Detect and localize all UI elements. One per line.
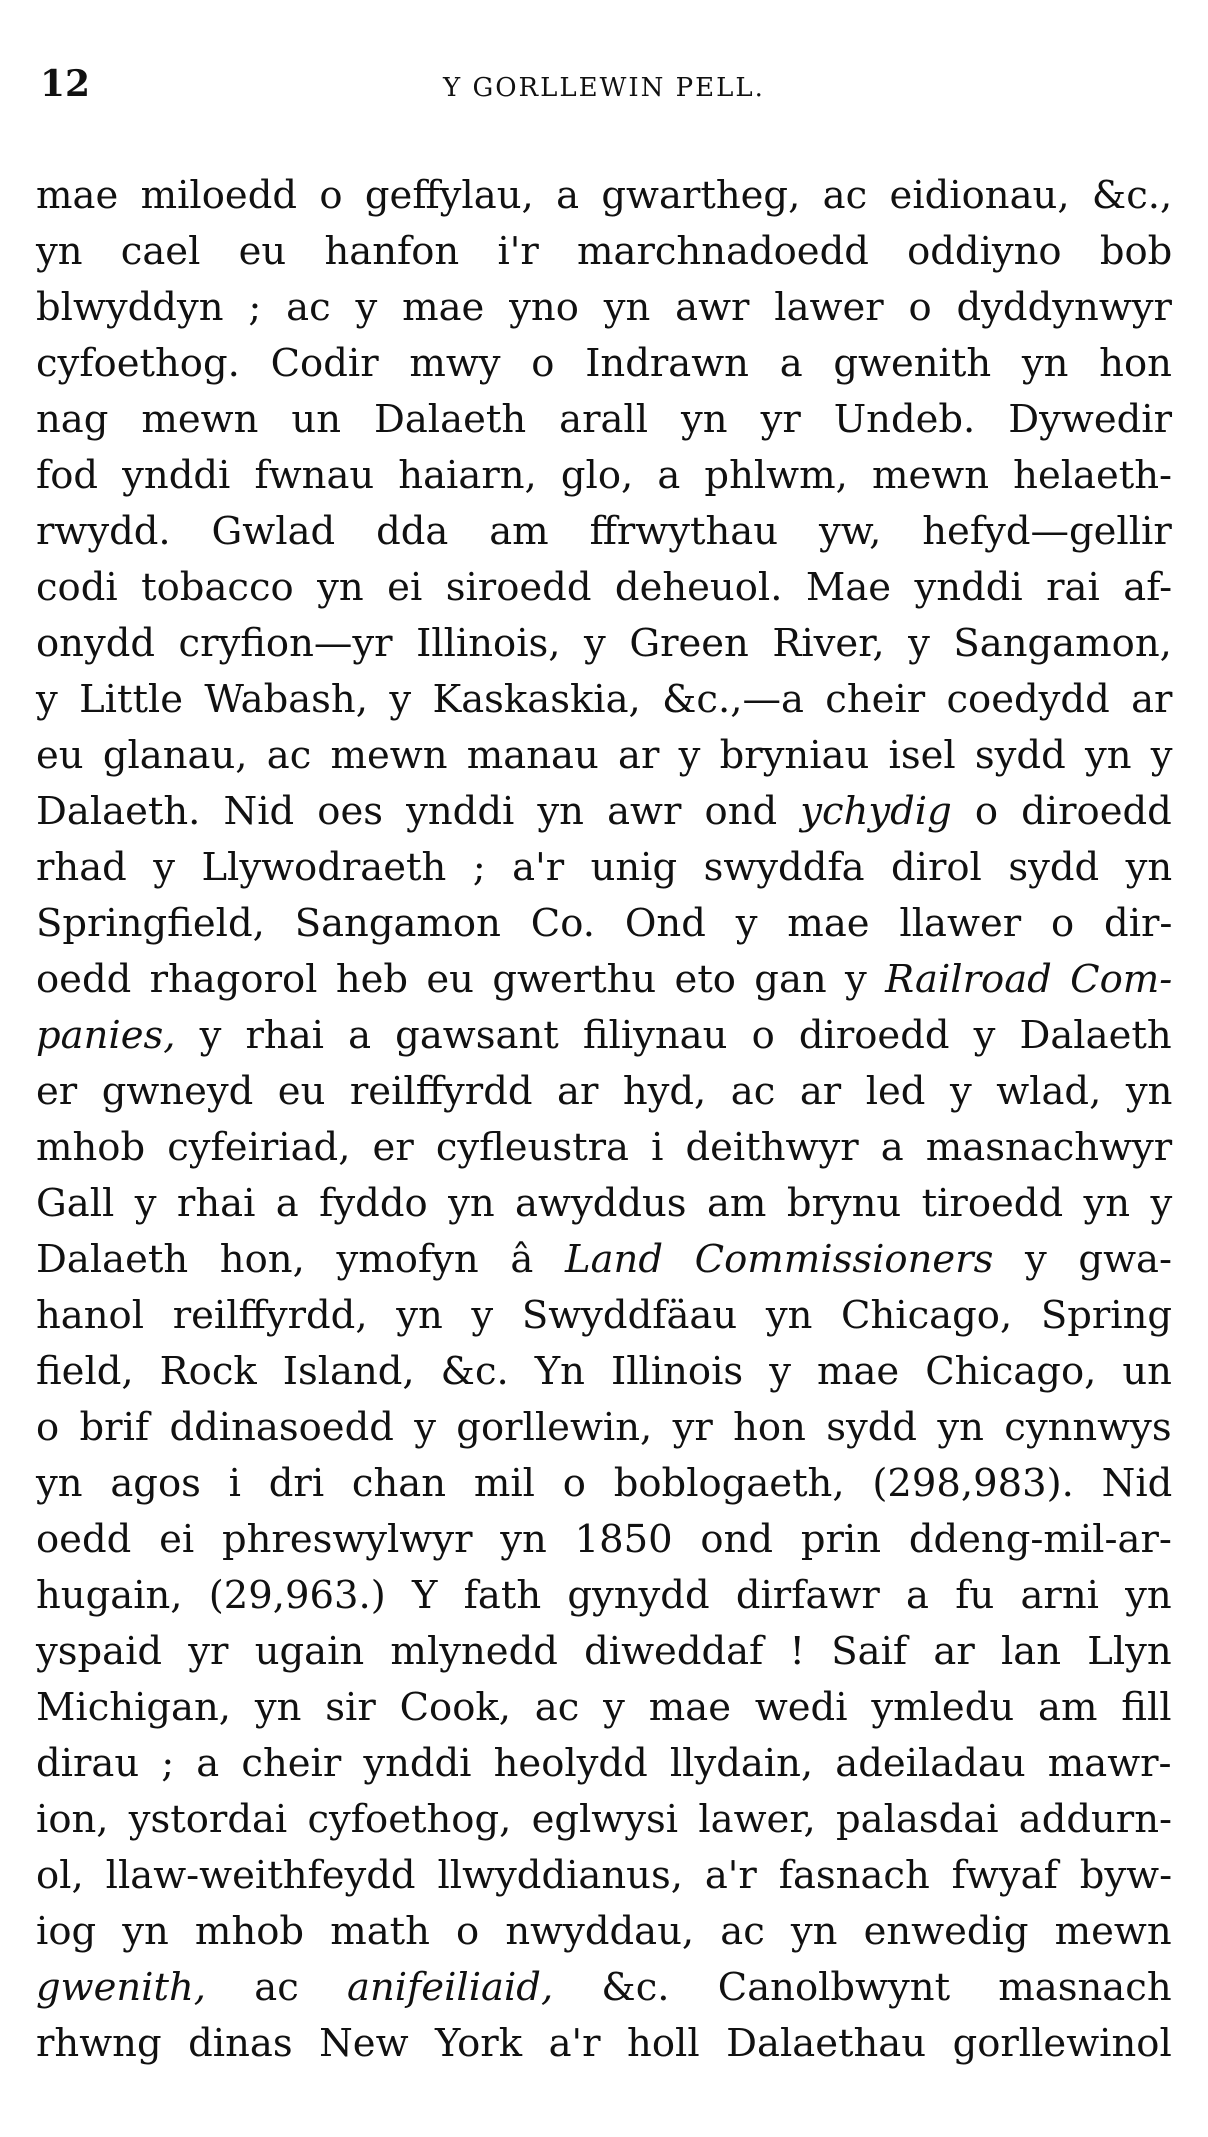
text-segment: hanol reilffyrdd, yn y Swyddfäau yn Chicago, Spring — [36, 1293, 1173, 1338]
text-line — [36, 1512, 1172, 1568]
text-segment: y Little Wabash, y Kaskaskia, &c.,—a cheir coedydd ar — [36, 677, 1173, 722]
body-paragraph — [36, 168, 1172, 2072]
text-line — [36, 616, 1172, 672]
text-line — [36, 2016, 1172, 2072]
text-segment: onydd cryfion—yr Illinois, y Green River, y Sangamon, — [36, 621, 1172, 666]
italic-text: ychydig — [800, 789, 952, 834]
text-line — [36, 1904, 1172, 1960]
text-line — [36, 168, 1172, 224]
text-line — [36, 1120, 1172, 1176]
text-segment: ol, llaw-weithfeydd llwyddianus, a'r fasnach fwyaf byw- — [36, 1853, 1173, 1898]
text-line — [36, 1680, 1172, 1736]
text-segment: rhad y Llywodraeth ; a'r unig swyddfa dirol sydd yn — [36, 845, 1173, 890]
text-segment: cyfoethog. Codir mwy o Indrawn a gwenith yn hon — [36, 341, 1172, 386]
text-segment: Springfield, Sangamon Co. Ond y mae llawer o dir- — [36, 901, 1173, 946]
italic-text: panies, — [36, 1013, 176, 1058]
text-line — [36, 560, 1172, 616]
text-segment: y gwa- — [993, 1237, 1172, 1282]
text-segment: ac — [206, 1965, 347, 2010]
text-segment: ion, ystordai cyfoethog, eglwysi lawer, palasdai addurn- — [36, 1797, 1173, 1842]
text-line — [36, 840, 1172, 896]
text-line — [36, 392, 1172, 448]
italic-text: Railroad Com- — [885, 957, 1173, 1002]
text-line — [36, 1568, 1172, 1624]
running-title: Y GORLLEWIN PELL. — [443, 73, 765, 103]
text-line — [36, 448, 1172, 504]
text-segment: eu glanau, ac mewn manau ar y bryniau isel sydd yn y — [36, 733, 1173, 778]
text-line — [36, 1008, 1172, 1064]
italic-text: gwenith, — [36, 1965, 206, 2010]
text-line — [36, 504, 1172, 560]
text-segment: blwyddyn ; ac y mae yno yn awr lawer o dyddynwyr — [36, 285, 1172, 330]
text-line — [36, 1232, 1172, 1288]
italic-text: anifeiliaid, — [347, 1965, 554, 2010]
text-line — [36, 1960, 1172, 2016]
text-segment: Gall y rhai a fyddo yn awyddus am brynu tiroedd yn y — [36, 1181, 1173, 1226]
text-segment: yspaid yr ugain mlynedd diweddaf ! Saif ar lan Llyn — [36, 1629, 1172, 1674]
page-header — [40, 62, 1168, 112]
text-line — [36, 1400, 1172, 1456]
text-segment: mhob cyfeiriad, er cyfleustra i deithwyr a masnachwyr — [36, 1125, 1173, 1170]
text-line — [36, 1736, 1172, 1792]
text-segment: codi tobacco yn ei siroedd deheuol. Mae ynddi rai af- — [36, 565, 1173, 610]
text-segment: hugain, (29,963.) Y fath gynydd dirfawr a fu arni yn — [36, 1573, 1172, 1618]
text-segment: Dalaeth. Nid oes ynddi yn awr ond — [36, 789, 801, 834]
text-segment: o diroedd — [951, 789, 1172, 834]
text-line — [36, 224, 1172, 280]
text-segment: o brif ddinasoedd y gorllewin, yr hon sydd yn cynnwys — [36, 1405, 1172, 1450]
text-line — [36, 672, 1172, 728]
text-segment: rhwng dinas New York a'r holl Dalaethau gorllewinol — [36, 2021, 1172, 2066]
italic-text: Land Commissioners — [565, 1237, 994, 1282]
text-line — [36, 1344, 1172, 1400]
text-line — [36, 1848, 1172, 1904]
text-line — [36, 896, 1172, 952]
text-line — [36, 728, 1172, 784]
text-line — [36, 336, 1172, 392]
text-line — [36, 1624, 1172, 1680]
text-segment: oedd rhagorol heb eu gwerthu eto gan y — [36, 957, 886, 1002]
text-line — [36, 280, 1172, 336]
text-segment: nag mewn un Dalaeth arall yn yr Undeb. Dywedir — [36, 397, 1172, 442]
text-segment: Michigan, yn sir Cook, ac y mae wedi ymledu am fill — [36, 1685, 1172, 1730]
text-segment: yn cael eu hanfon i'r marchnadoedd oddiyno bob — [36, 229, 1173, 274]
text-segment: field, Rock Island, &c. Yn Illinois y mae Chicago, un — [36, 1349, 1172, 1394]
text-segment: oedd ei phreswylwyr yn 1850 ond prin ddeng-mil-ar- — [36, 1517, 1172, 1562]
text-segment: Dalaeth hon, ymofyn â — [36, 1237, 565, 1282]
text-segment: rwydd. Gwlad dda am ffrwythau yw, hefyd—gellir — [36, 509, 1172, 554]
text-line — [36, 1176, 1172, 1232]
text-segment: dirau ; a cheir ynddi heolydd llydain, adeiladau mawr- — [36, 1741, 1172, 1786]
text-segment: mae miloedd o geffylau, a gwartheg, ac eidionau, &c., — [36, 173, 1173, 218]
text-segment: fod ynddi fwnau haiarn, glo, a phlwm, mewn helaeth- — [36, 453, 1173, 498]
text-line — [36, 1288, 1172, 1344]
text-line — [36, 952, 1172, 1008]
text-line — [36, 1064, 1172, 1120]
text-line — [36, 1456, 1172, 1512]
text-segment: iog yn mhob math o nwyddau, ac yn enwedig mewn — [36, 1909, 1172, 1954]
text-segment: y rhai a gawsant filiynau o diroedd y Dalaeth — [175, 1013, 1172, 1058]
page-number: 12 — [40, 63, 91, 105]
text-segment: &c. Canolbwynt masnach — [553, 1965, 1172, 2010]
text-segment: er gwneyd eu reilffyrdd ar hyd, ac ar led y wlad, yn — [36, 1069, 1173, 1114]
text-segment: yn agos i dri chan mil o boblogaeth, (298,983). Nid — [36, 1461, 1173, 1506]
text-line — [36, 1792, 1172, 1848]
text-line — [36, 784, 1172, 840]
